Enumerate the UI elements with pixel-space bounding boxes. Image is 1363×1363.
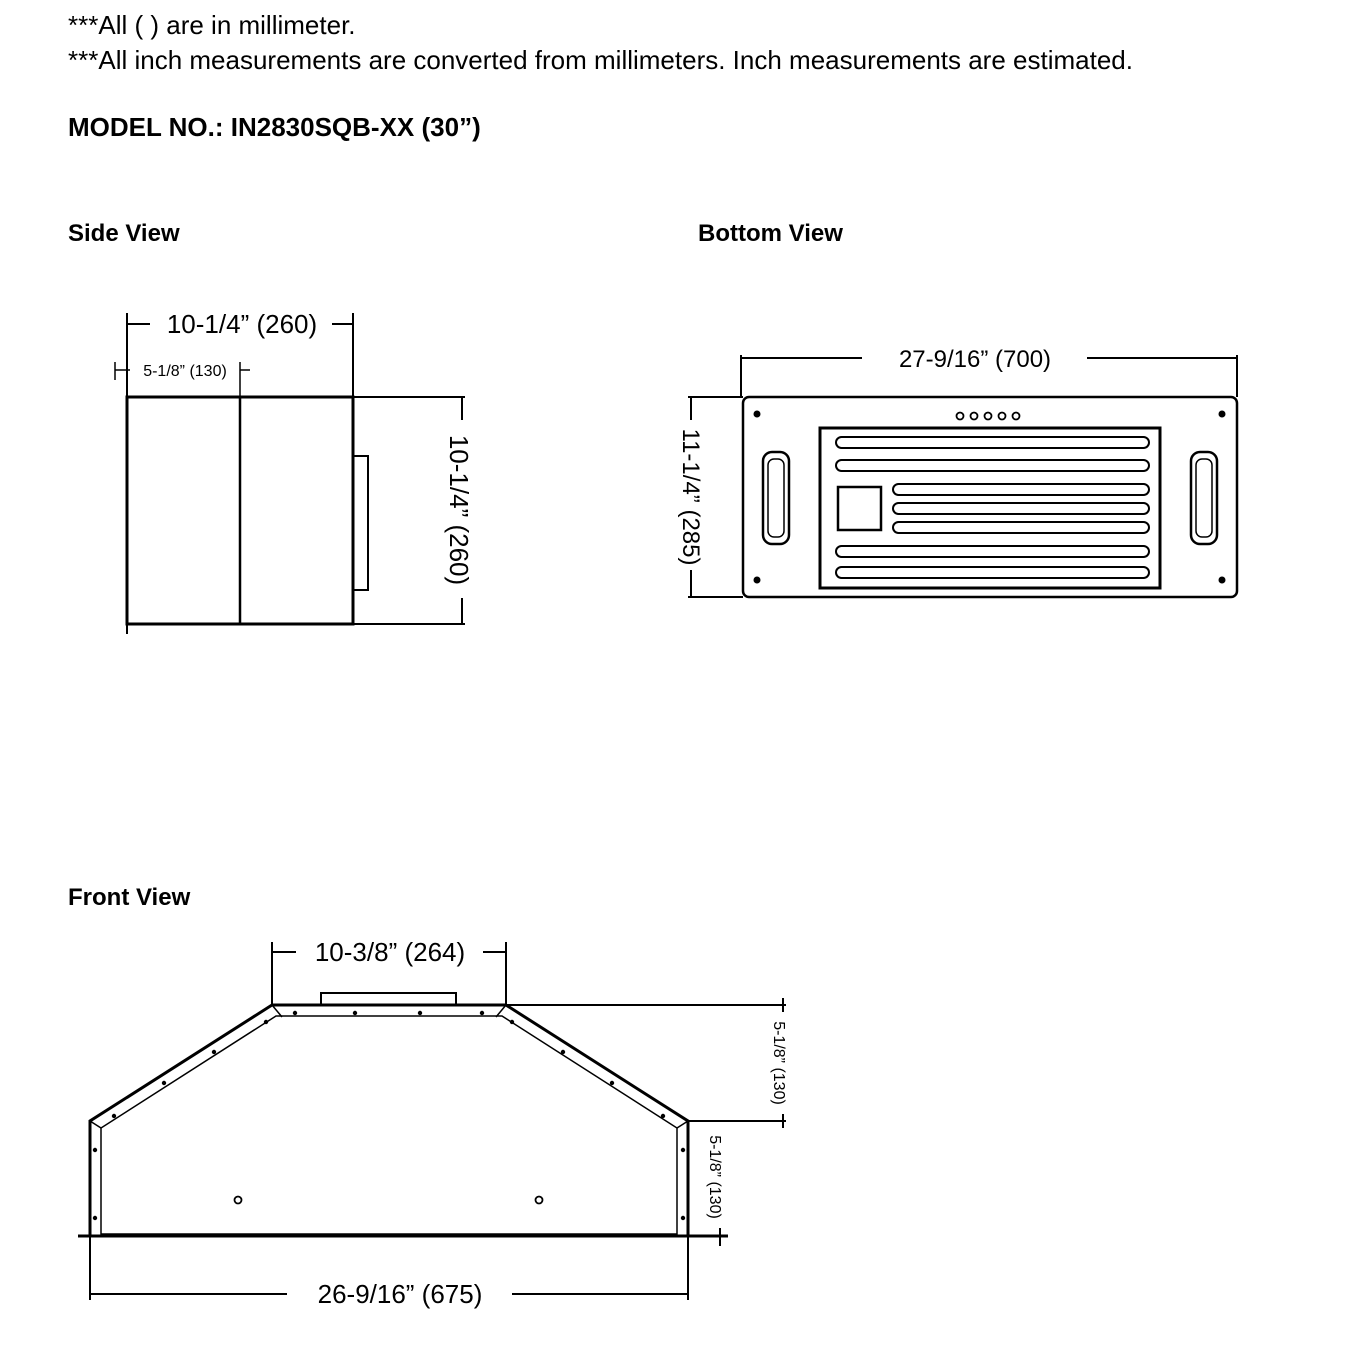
- bottom-control-button: [957, 413, 964, 420]
- front-dim-width: 26-9/16” (675): [317, 1279, 483, 1309]
- front-duct-collar: [321, 993, 456, 1005]
- side-view-handle: [353, 456, 368, 590]
- bottom-dim-width: 27-9/16” (700): [898, 346, 1052, 373]
- bottom-control-button: [1013, 413, 1020, 420]
- front-view-outline: [90, 1005, 688, 1236]
- bottom-filter-slot-2: [836, 460, 1149, 471]
- front-rivet: [112, 1114, 116, 1118]
- side-view: [115, 313, 465, 634]
- front-rivet: [93, 1216, 97, 1220]
- front-rivet: [610, 1081, 614, 1085]
- front-rivet: [510, 1020, 514, 1024]
- bottom-filter-slot-4: [893, 503, 1149, 514]
- bottom-handle-right-inner: [1196, 459, 1212, 537]
- note-conversion: ***All inch measurements are converted from millimeters. Inch measurements are estimated.: [68, 45, 1133, 75]
- bottom-filter-slot-5: [893, 522, 1149, 533]
- front-dim-upper-height: 5-1/8” (130): [770, 1021, 787, 1105]
- front-view-title: Front View: [68, 884, 191, 911]
- bottom-control-button: [999, 413, 1006, 420]
- front-rivet: [264, 1020, 268, 1024]
- front-rivet: [418, 1011, 422, 1015]
- front-rivet: [353, 1011, 357, 1015]
- bottom-filter-slot-3: [893, 484, 1149, 495]
- front-rivet: [661, 1114, 665, 1118]
- side-view-title: Side View: [68, 220, 180, 247]
- front-mount-hole: [235, 1197, 242, 1204]
- side-dim-height: 10-1/4” (260): [444, 434, 474, 586]
- bottom-screw: [1219, 577, 1226, 584]
- bottom-view: [688, 355, 1237, 597]
- bottom-light-square: [838, 487, 881, 530]
- front-view-inner-trim: [101, 1016, 677, 1234]
- front-rivet: [480, 1011, 484, 1015]
- bottom-filter-slot-6: [836, 546, 1149, 557]
- front-mount-hole: [536, 1197, 543, 1204]
- front-rivet: [681, 1216, 685, 1220]
- bottom-view-title: Bottom View: [698, 220, 843, 247]
- bottom-handle-left: [763, 452, 789, 544]
- side-dim-width: 10-1/4” (260): [166, 309, 318, 339]
- bottom-screw: [1219, 411, 1226, 418]
- front-rivets: [93, 1011, 685, 1220]
- front-dim-top: 10-3/8” (264): [314, 937, 466, 967]
- front-rivet: [293, 1011, 297, 1015]
- bottom-filter-frame: [820, 428, 1160, 588]
- bottom-filter-slot-1: [836, 437, 1149, 448]
- bottom-dim-depth: 11-1/4” (285): [677, 428, 704, 566]
- bottom-handle-left-inner: [768, 459, 784, 537]
- note-millimeter: ***All ( ) are in millimeter.: [68, 10, 356, 40]
- bottom-handle-right: [1191, 452, 1217, 544]
- bottom-control-button: [985, 413, 992, 420]
- front-rivet: [561, 1050, 565, 1054]
- bottom-control-button: [971, 413, 978, 420]
- front-dim-lower-height: 5-1/8” (130): [706, 1135, 723, 1219]
- model-number: MODEL NO.: IN2830SQB-XX (30”): [68, 112, 481, 142]
- front-rivet: [93, 1148, 97, 1152]
- front-view: [78, 942, 786, 1300]
- bottom-screw: [754, 411, 761, 418]
- front-rivet: [681, 1148, 685, 1152]
- front-rivet: [162, 1081, 166, 1085]
- front-rivet: [212, 1050, 216, 1054]
- bottom-filter-slot-7: [836, 567, 1149, 578]
- bottom-screw: [754, 577, 761, 584]
- side-dim-half: 5-1/8” (130): [143, 363, 227, 380]
